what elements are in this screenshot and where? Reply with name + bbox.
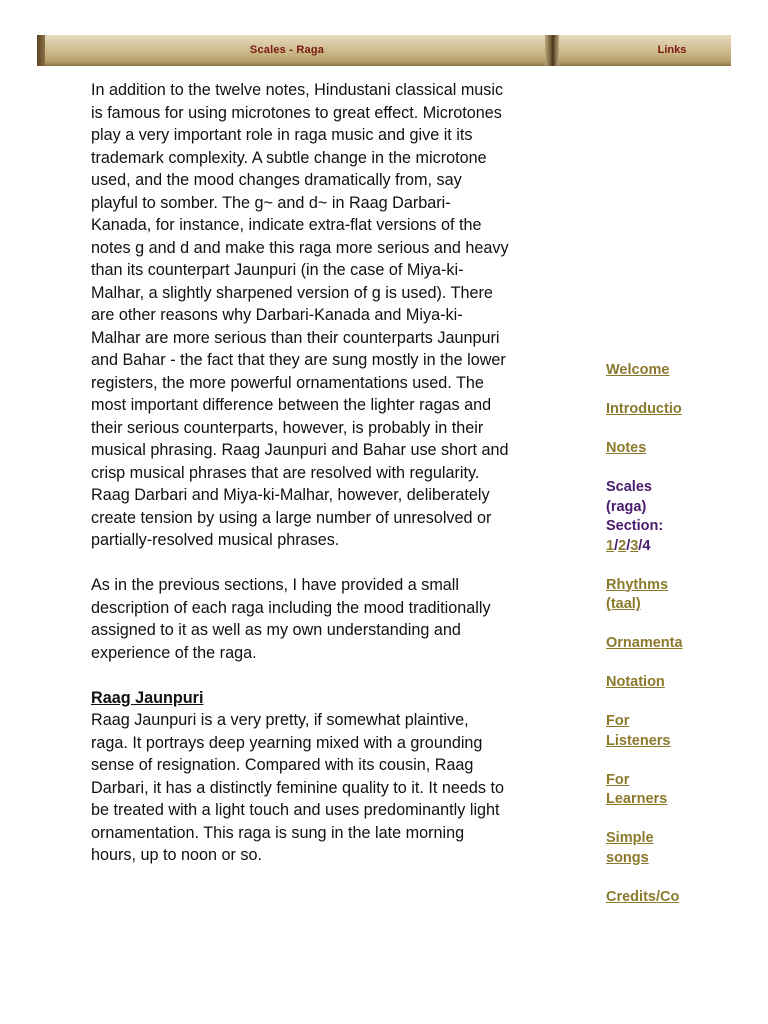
rhythms-sublabel: (taal) [606, 596, 641, 612]
scales-label: Scales [606, 479, 652, 495]
notes-link[interactable]: Notes [606, 440, 647, 456]
sidebar-item-introduction[interactable] [606, 400, 690, 420]
header-divider [545, 35, 559, 66]
sidebar-item-listeners[interactable] [606, 712, 690, 751]
sidebar-item-scales [606, 478, 690, 556]
notation-link[interactable]: Notation [606, 674, 665, 690]
introduction-link[interactable]: Introductio [606, 401, 682, 417]
listeners-label: For [606, 713, 630, 729]
body-paragraph: In addition to the twelve notes, Hindustani classical music is famous for using microtones to great effect. Microtones play a very important role in raga music and give it its trademark complexity. A subtle change in the microtone used, and the mood changes dramatically from, say playful to somber. The g~ and d~ in Raag Darbari-Kanada, for instance, indicate extra-flat versions of the notes g and d and make this raga more serious and heavy than its counterpart Jaunpuri (in the case of Miya-ki-Malhar, a slightly sharpened version of g is used). There are other reasons why Darbari-Kanada and Miya-ki-Malhar are more serious than their counterparts Jaunpuri and Bahar - the fact that they are sung mostly in the lower registers, the more powerful ornamentations used. The most important difference between the lighter ragas and their serious counterparts, however, is probably in their musical phrasing. Raag Jaunpuri and Bahar use short and crisp musical phrases that are resolved with regularity. Raag Darbari and Miya-ki-Malhar, however, deliberately create tension by using a large number of unresolved or partially-resolved musical phrases. [91, 81, 509, 549]
learners-label: For [606, 771, 630, 788]
section-heading: Raag Jaunpuri [91, 688, 204, 707]
page-current-4: 4 [642, 537, 651, 554]
links-heading: Links [657, 44, 687, 56]
page-separator: / [638, 537, 643, 554]
rhythms-link[interactable] [606, 577, 668, 613]
songs-label: Simple [606, 830, 654, 846]
sidebar-item-notation[interactable] [606, 673, 690, 693]
songs-link[interactable] [606, 830, 654, 866]
page-link-3[interactable]: 3 [630, 537, 639, 554]
listeners-link[interactable] [606, 713, 670, 749]
raga-section [91, 687, 509, 867]
page-separator: / [626, 537, 631, 554]
main-content [91, 79, 509, 867]
listeners-sublabel: Listeners [606, 732, 671, 749]
rhythms-label: Rhythms [606, 576, 669, 593]
header-bar [37, 35, 731, 66]
sidebar-nav [606, 361, 690, 927]
sidebar-item-ornamentation[interactable] [606, 634, 690, 654]
learners-link[interactable] [606, 772, 667, 808]
page-link-2[interactable]: 2 [618, 537, 627, 554]
learners-sublabel: Learners [606, 791, 668, 807]
body-paragraph: As in the previous sections, I have provided a small description of each raga including the mood traditionally assigned to it as well as my own understanding and experience of the raga. [91, 576, 491, 662]
credits-link[interactable]: Credits/Co [606, 888, 680, 905]
page-separator: / [614, 537, 619, 554]
welcome-link[interactable]: Welcome [606, 362, 670, 378]
page-link-1[interactable]: 1 [606, 537, 615, 554]
sidebar-item-learners[interactable] [606, 771, 690, 810]
sidebar-item-welcome[interactable] [606, 361, 690, 381]
section-text: Raag Jaunpuri is a very pretty, if somewhat plaintive, raga. It portrays deep yearning mixed with a grounding sense of resignation. Compared with its cousin, Raag Darbari, it has a distinctly feminine quality to it. It needs to be treated with a light touch and uses predominantly light ornamentation. This raga is sung in the late morning hours, up to noon or so. [91, 711, 504, 864]
scales-sublabel: (raga) [606, 498, 647, 515]
sidebar-item-notes[interactable] [606, 439, 690, 459]
ornamentation-link[interactable]: Ornamenta [606, 635, 683, 651]
sidebar-item-songs[interactable] [606, 829, 690, 868]
sidebar-item-rhythms[interactable] [606, 576, 690, 615]
section-label: Section: [606, 518, 664, 534]
page-title: Scales - Raga [249, 44, 325, 56]
songs-sublabel: songs [606, 849, 649, 866]
sidebar-item-credits[interactable] [606, 888, 690, 908]
section-pager [606, 538, 650, 554]
